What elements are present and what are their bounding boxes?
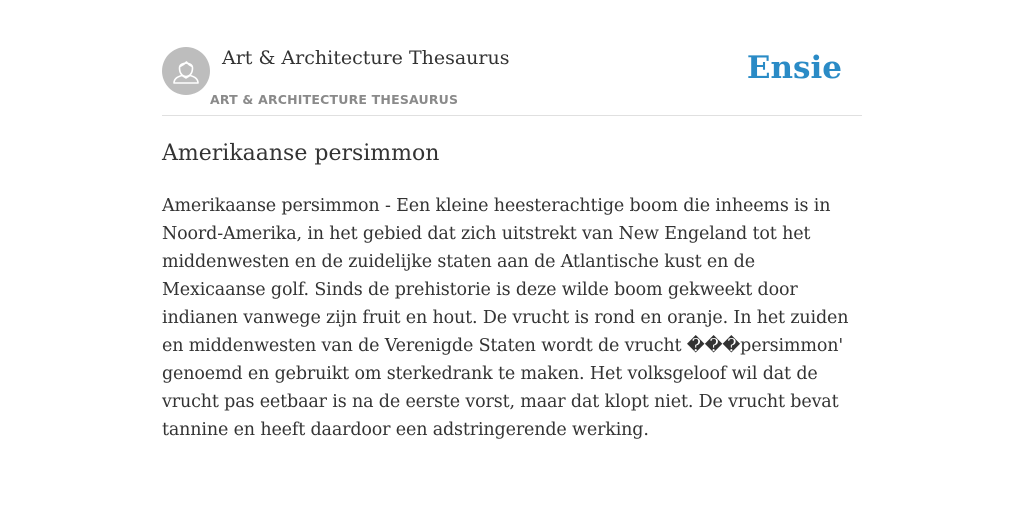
- source-subtitle: ART & ARCHITECTURE THESAURUS: [210, 92, 459, 107]
- user-silhouette-icon: [162, 47, 210, 95]
- header-divider: [162, 115, 862, 116]
- source-title-link[interactable]: Art & Architecture Thesaurus: [222, 47, 510, 69]
- user-avatar-icon[interactable]: [162, 47, 210, 95]
- page-container: [162, 0, 862, 512]
- entry-title: Amerikaanse persimmon: [162, 141, 440, 166]
- entry-body: Amerikaanse persimmon - Een kleine heesterachtige boom die inheems is in Noord-Amerika, in het gebied dat zich uitstrekt van New Engeland tot het middenwesten en de zuidelijke staten aan de Atlantische kust en de Mexicaanse golf. Sinds de prehistorie is deze wilde boom gekweekt door indianen vanwege zijn fruit en hout. De vrucht is rond en oranje. In het zuiden en middenwesten van de Verenigde Staten wordt de vrucht ���persimmon' genoemd en gebruikt om sterkedrank te maken. Het volksgeloof wil dat de vrucht pas eetbaar is na de eerste vorst, maar dat klopt niet. De vrucht bevat tannine en heeft daardoor een adstringerende werking.: [162, 196, 849, 440]
- brand-logo-link[interactable]: Ensie: [746, 50, 842, 86]
